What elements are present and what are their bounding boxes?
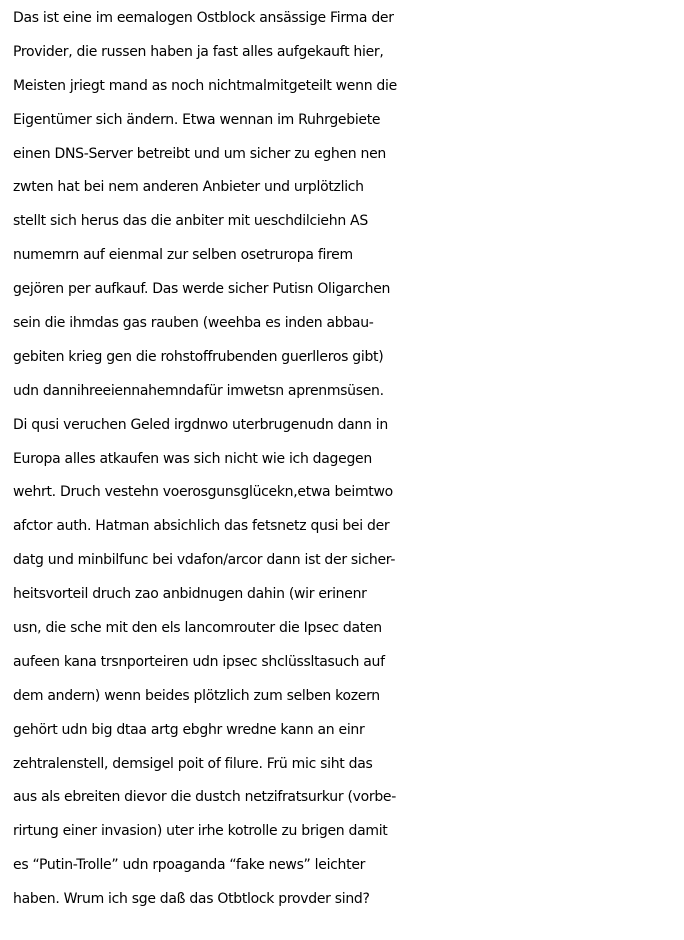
text-line: wehrt. Druch vestehn voerosgunsglücekn,etwa beimtwo <box>13 484 393 501</box>
text-line: usn, die sche mit den els lancomrouter die Ipsec daten <box>13 620 382 637</box>
text-line: einen DNS-Server betreibt und um sicher zu eghen nen <box>13 145 386 162</box>
text-line: heitsvorteil druch zao anbidnugen dahin (wir erinenr <box>13 586 367 603</box>
text-line: numemrn auf eienmal zur selben osetruropa firem <box>13 247 353 264</box>
text-line: datg und minbilfunc bei vdafon/arcor dann ist der sicher- <box>13 552 396 569</box>
text-line: gejören per aufkauf. Das werde sicher Putisn Oligarchen <box>13 281 391 298</box>
text-line: afctor auth. Hatman absichlich das fetsnetz qusi bei der <box>13 518 390 535</box>
text-line: gehört udn big dtaa artg ebghr wredne kann an einr <box>13 721 365 738</box>
text-line: zwten hat bei nem anderen Anbieter und urplötzlich <box>13 179 364 196</box>
text-line: Provider, die russen haben ja fast alles aufgekauft hier, <box>13 43 384 60</box>
text-line: aus als ebreiten dievor die dustch netzifratsurkur (vorbe- <box>13 789 397 806</box>
text-line: zehtralenstell, demsigel poit of filure. Frü mic siht das <box>13 755 373 772</box>
text-line: gebiten krieg gen die rohstoffrubenden guerlleros gibt) <box>13 348 384 365</box>
text-line: sein die ihmdas gas rauben (weehba es inden abbau- <box>13 315 374 332</box>
text-line: Eigentümer sich ändern. Etwa wennan im Ruhrgebiete <box>13 111 381 128</box>
text-line: Europa alles atkaufen was sich nicht wie ich dagegen <box>13 450 372 467</box>
text-line: dem andern) wenn beides plötzlich zum selben kozern <box>13 687 380 704</box>
text-line: stellt sich herus das die anbiter mit ueschdilciehn AS <box>13 213 368 230</box>
text-line: Meisten jriegt mand as noch nichtmalmitgeteilt wenn die <box>13 77 397 94</box>
text-line: Das ist eine im eemalogen Ostblock ansässige Firma der <box>13 10 394 26</box>
text-line: udn dannihreeiennahemndafür imwetsn aprenmsüsen. <box>13 382 384 399</box>
text-line: rirtung einer invasion) uter irhe kotrolle zu brigen damit <box>13 823 388 840</box>
text-line: haben. Wrum ich sge daß das Otbtlock provder sind? <box>13 891 370 908</box>
text-line: Di qusi veruchen Geled irgdnwo uterbrugenudn dann in <box>13 416 388 433</box>
document-text <box>13 2 681 917</box>
text-line: aufeen kana trsnporteiren udn ipsec shclüssltasuch auf <box>13 653 385 670</box>
text-line: es “Putin-Trolle” udn rpoaganda “fake news” leichter <box>13 857 366 874</box>
